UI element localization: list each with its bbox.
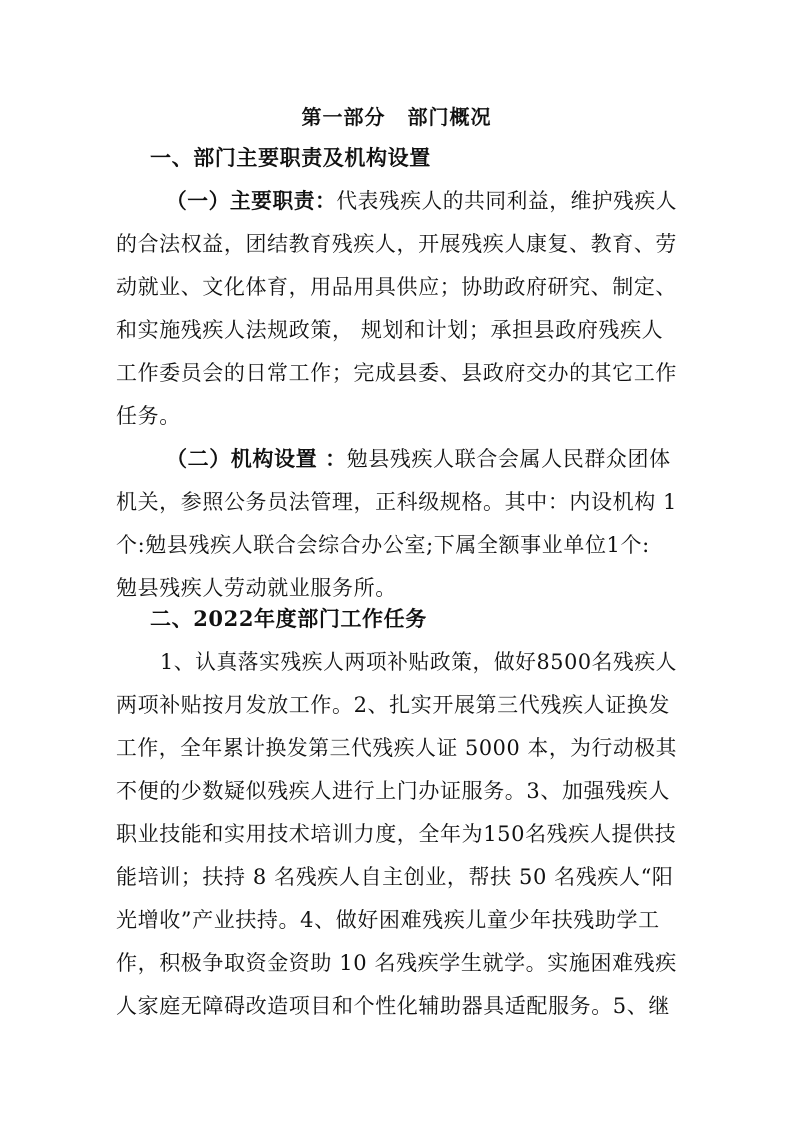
task-line: 不便的少数疑似残疾人进行上门办证服务。3、加强残疾人 bbox=[116, 779, 670, 803]
org-line: 勉县残疾人劳动就业服务所。 bbox=[116, 576, 397, 600]
page-title bbox=[0, 102, 793, 132]
org-paragraph-first-line bbox=[166, 444, 671, 474]
org-line: 勉县残疾人联合会属人民群众团体 bbox=[346, 447, 671, 471]
task-line: 1、认真落实残疾人两项补贴政策，做好8500名残疾人 bbox=[160, 650, 678, 674]
task-line: 能培训；扶持 8 名残疾人自主创业，帮扶 50 名残疾人“阳 bbox=[116, 865, 674, 889]
section2-heading: 二、2022年度部门工作任务 bbox=[150, 606, 427, 631]
section1-heading: 一、部门主要职责及机构设置 bbox=[150, 145, 431, 170]
org-label: （二）机构设置 ： bbox=[166, 446, 347, 471]
task-line: 两项补贴按月发放工作。2、扎实开展第三代残疾人证换发 bbox=[116, 693, 670, 717]
duty-paragraph-first-line bbox=[166, 186, 677, 216]
duty-line: 代表残疾人的共同利益，维护残疾人 bbox=[336, 189, 678, 213]
task-line: 人家庭无障碍改造项目和个性化辅助器具适配服务。5、继 bbox=[116, 994, 670, 1018]
task-line: 光增收”产业扶持。4、做好困难残疾儿童少年扶残助学工 bbox=[116, 908, 660, 932]
org-line: 机关，参照公务员法管理，正科级规格。其中：内设机构 1 bbox=[116, 490, 678, 514]
duty-line: 动就业、文化体育，用品用具供应；协助政府研究、制定、 bbox=[116, 275, 677, 299]
duty-label: （一）主要职责： bbox=[166, 188, 337, 213]
task-line: 工作，全年累计换发第三代残疾人证 5000 本，为行动极其 bbox=[116, 736, 678, 760]
task-line: 作，积极争取资金资助 10 名残疾学生就学。实施困难残疾 bbox=[116, 951, 677, 975]
duty-line: 的合法权益，团结教育残疾人，开展残疾人康复、教育、劳 bbox=[116, 232, 677, 256]
duty-line: 和实施残疾人法规政策， 规划和计划；承担县政府残疾人 bbox=[116, 318, 664, 342]
task-line: 职业技能和实用技术培训力度，全年为150名残疾人提供技 bbox=[116, 822, 677, 846]
title-part-name: 部门概况 bbox=[407, 105, 492, 129]
duty-line: 任务。 bbox=[116, 404, 181, 428]
duty-line: 工作委员会的日常工作；完成县委、县政府交办的其它工作 bbox=[116, 361, 677, 385]
title-part-label: 第一部分 bbox=[301, 105, 386, 129]
org-line: 个:勉县残疾人联合会综合办公室;下属全额事业单位1个: bbox=[116, 533, 650, 557]
